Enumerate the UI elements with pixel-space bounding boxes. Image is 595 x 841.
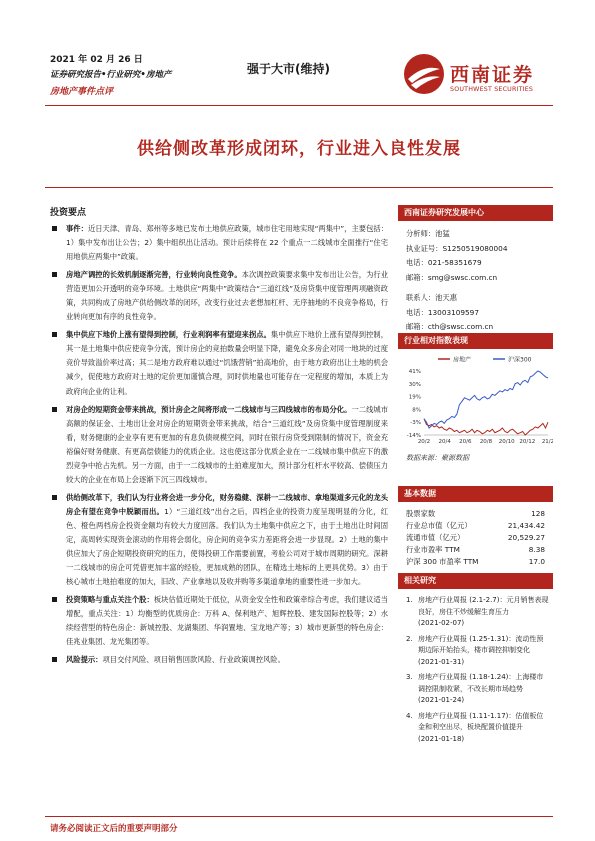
bullet-risk: 风险提示：项目交付风险、项目销售回款风险、行业政策调控风险。 <box>50 653 388 667</box>
y-tick-label: -14% <box>406 433 421 439</box>
performance-header: 行业相对指数表现 <box>398 333 553 349</box>
x-tick-label: 20/4 <box>438 439 451 445</box>
x-tick-label: 20/10 <box>498 439 515 445</box>
report-type: 房地产事件点评 <box>50 87 114 97</box>
bullet-mechanism: 房地产调控的长效机制逐渐完善，行业转向良性竞争。本次调控政策要求集中发布出让公告，为行业营造更加公开透明的竞争环境。土地供应“两集中”政策结合“三道红线”及房贷集中度管理两项融资政策，共同构成了房地产供给侧改革的闭环，改变行业过去老想加杠杆、无序抽地的不良竞争格局，行业转向更加有序的良性竞争。 <box>50 268 388 324</box>
bullet-square-icon <box>52 495 57 500</box>
x-tick-label: 20/2 <box>417 439 431 445</box>
bullet-square-icon <box>52 332 57 337</box>
related-item[interactable]: 3. 房地产行业周报 (1.18-1.24)：上海楼市调控限制收紧，不改长期市场趋势 (2021-01-24) <box>406 673 544 704</box>
analyst-name: 分析师：池猛 <box>406 229 450 238</box>
x-tick-label: 21/2 <box>541 439 553 445</box>
bullet-funding: 对房企的短期资金带来挑战，预计房企之间将形成一二线城市与三四线城市的布局分化。一二线城市高额的保证金、土地出让金对房企的短期资金带来挑战，结合“三道红线”及房贷集中度管理制度来看，财务健康的企业享有更有更加的有息负债规模空间，同时在银行房贷受到限制的情况下，资金充裕偏好财务健康、有更高偿债能力的优质企业。这也使这部分优质企业在一二线城市集中供应下的激烈竞争中抢占先机。另一方面，由于一二线城市的土拍难度加大，预计部分杠杆水平较高、偿债压力较大的企业在布局上会逐渐下沉三四线城市。 <box>50 403 388 487</box>
bullet-square-icon <box>52 597 57 602</box>
stat-row: 行业市盈率 TTM 8.38 <box>406 545 545 554</box>
bullet-land-price: 集中供应下地价上涨有望得到控制，行业利润率有望迎来拐点。集中供应下地价上涨有望得到控制，其一是土地集中供应使竞争分流，预计房企的竞拍数量会明显下降，避免众多房企对同一地块的过度竞价导致溢价率过高；其二是地方政府难以通过“饥饿营销”拍高地价，由于地方政府出让土地的机会减少，促使地方政府对土地的定价更加谨慎合理，同时供地量也可能存在一定程度的增加，本质上为政府向企业的让利。 <box>50 328 388 398</box>
analyst-email[interactable]: 邮箱：smg@swsc.com.cn <box>406 272 498 282</box>
related-item[interactable]: 4. 房地产行业周报 (1.11-1.17)：估值板位金和利空出尽，板块配置价值提升 (2021-01-18) <box>406 711 544 743</box>
legend-label: 沪深300 <box>508 356 532 364</box>
stat-row: 股票家数 128 <box>406 509 545 518</box>
section-label: 投资要点 <box>50 208 87 218</box>
basic-data-header: 基本数据 <box>398 486 553 502</box>
bullet-square-icon <box>52 226 57 231</box>
y-tick-label: -3% <box>410 420 421 427</box>
team-panel <box>398 205 553 335</box>
analyst-license: 执业证号：S1250519080004 <box>406 243 508 253</box>
related-header: 相关研究 <box>398 573 553 589</box>
rating: 强于大市(维持) <box>247 62 330 76</box>
contact-name: 联系人：池天惠 <box>406 293 458 302</box>
bullet-event: 事件：近日天津、青岛、郑州等多地已发布土地供应政策，城市住宅用地实现“两集中”，主要包括：1）集中发布出让公告；2）集中组织出让活动。预计后续将在 22 个重点一二线城市全面推行“住宅用地供应两集中”政策。 <box>50 222 388 264</box>
chart-source: 数据来源：聚源数据 <box>406 454 469 462</box>
stat-row: 行业总市值（亿元） 21,434.42 <box>406 521 545 530</box>
bullet-strategy: 投资策略与重点关注个股：板块估值近期处于低位，从资金安全性和政策牵综合考虑，我们建议适当增配，重点关注：1）均衡型的优质房企：万科 A、保利地产、旭辉控股、建发国际控股等；2）水续经营型的特色房企：新城控股、龙湖集团、华润置地、宝龙地产等；3）城市更新型的特色房企：佳兆业集团、龙光集团等。 <box>50 593 388 649</box>
x-tick-label: 20/6 <box>459 439 472 445</box>
series-line <box>424 419 548 435</box>
x-tick-label: 20/12 <box>519 439 536 445</box>
contact-email[interactable]: 邮箱：cth@swsc.com.cn <box>406 322 494 331</box>
bullet-square-icon <box>52 407 57 412</box>
logo-subtext: SOUTHWEST SECURITIES <box>450 86 534 93</box>
y-tick-label: 8% <box>412 407 421 414</box>
report-title: 供给侧改革形成闭环，行业进入良性发展 <box>137 139 461 159</box>
team-header: 西南证券研究发展中心 <box>398 205 553 221</box>
related-panel <box>398 573 553 749</box>
performance-panel <box>398 333 553 463</box>
logo-text: 西南证券 <box>450 64 535 86</box>
performance-chart <box>398 349 553 449</box>
stat-row: 沪深 300 市盈率 TTM 17.0 <box>406 557 545 566</box>
header-divider <box>45 105 553 106</box>
bullet-square-icon <box>52 657 57 662</box>
contact-phone: 电话：13003109597 <box>406 307 479 317</box>
footer-divider <box>45 816 553 817</box>
main-content <box>50 222 388 671</box>
y-tick-label: 19% <box>408 394 421 401</box>
disclaimer-note[interactable]: 请务必阅读正文后的重要声明部分 <box>50 824 178 834</box>
bullet-square-icon <box>52 272 57 277</box>
series-line <box>424 371 548 428</box>
y-tick-label: 41% <box>408 369 421 375</box>
bullet-differentiation: 供给侧改革下，我们认为行业将会进一步分化，财务稳健、深耕一二线城市、拿地渠道多元化的龙头房企有望在竞争中脱颖而出。1）“三道红线”出台之后，四档企业的投资力度呈现明显的分化，红色、橙色两档房企投资金额均有较大力度回落。我们认为土地集中供应之下，由于土地出让时间固定，高周转实现资金滚动的作用将会弱化，房企间的竞争实力差距将会进一步显现。2）土地的集中供应加大了房企短期投资研究的压力，使得投研工作需要前置，考验公司对于城市周期的研究。深耕一二线城市的房企可凭借更加丰富的经验，更加成熟的团队，在精选土地标的上更具优势。3）由于核心城市土地拍难度的加大，旧改、产业拿地以及收并购等多渠道拿地的重要性进一步加大。 <box>50 491 388 589</box>
stat-row: 流通市值（亿元） 20,529.27 <box>406 533 545 542</box>
x-tick-label: 20/8 <box>479 439 493 445</box>
title-divider <box>45 187 553 188</box>
legend-label: 房地产 <box>453 356 472 364</box>
analyst-phone: 电话：021-58351679 <box>406 258 482 267</box>
y-tick-label: 30% <box>408 381 421 388</box>
basic-data-panel <box>398 486 553 568</box>
report-date: 2021 年 02 月 26 日 <box>50 55 143 65</box>
report-category: 证券研究报告•行业研究•房地产 <box>50 70 172 80</box>
related-item[interactable]: 2. 房地产行业周报 (1.25-1.31)：流动性预期边际开始抬头，楼市调控抑制变化 (2021-01-31) <box>406 634 544 666</box>
logo-mark-icon <box>402 52 446 96</box>
related-item[interactable]: 1. 房地产行业周报 (2.1-2.7)：元月销售表现良好，房住不炒缓解生育压力 (2021-02-07) <box>406 596 549 627</box>
